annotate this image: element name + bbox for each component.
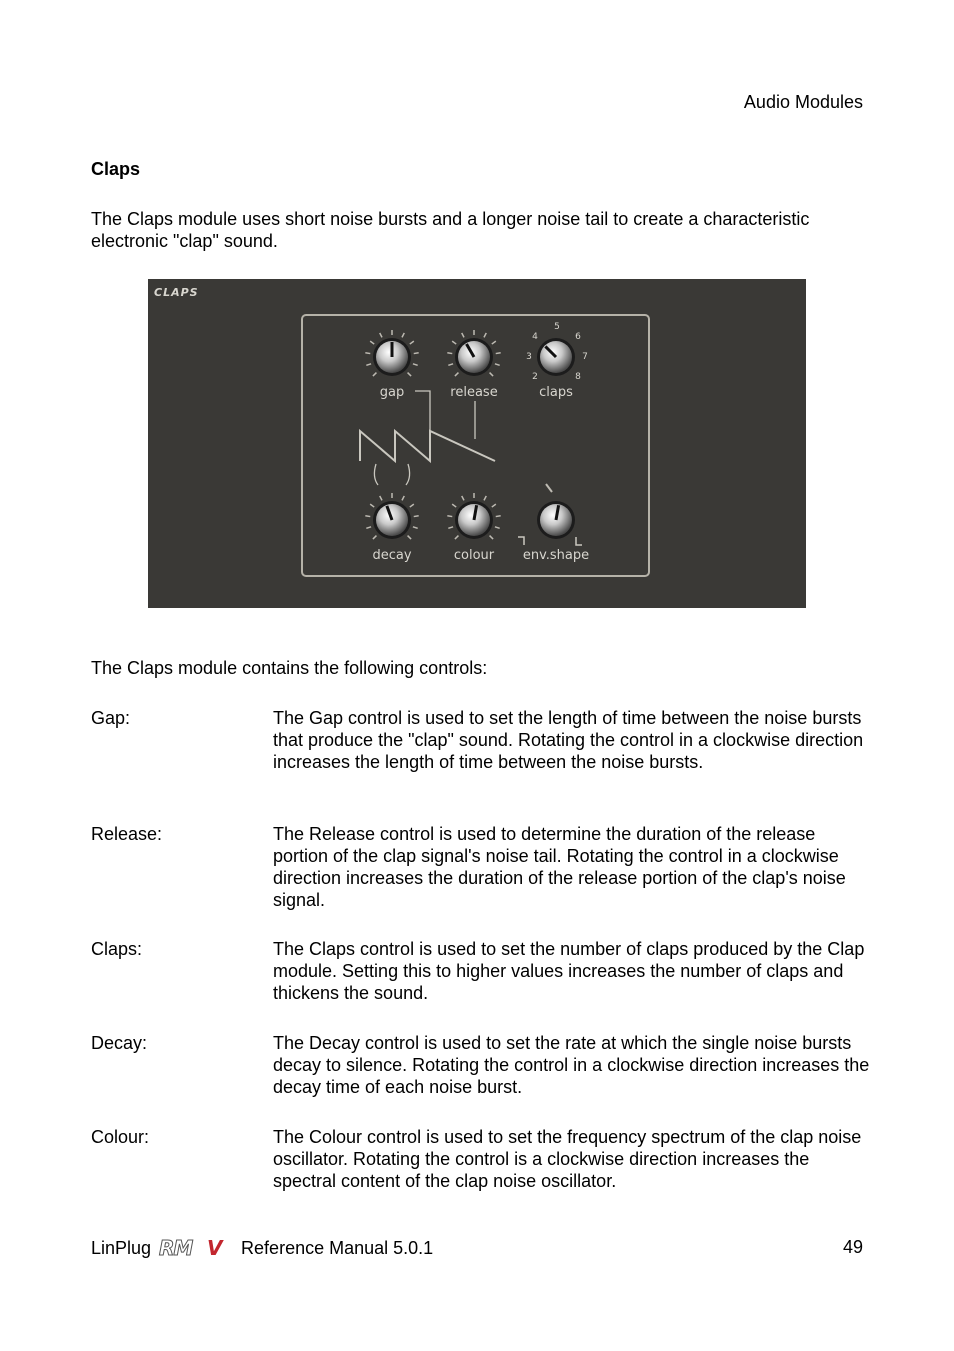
definition-desc: The Claps control is used to set the number of claps produced by the Clap module. Setting this to higher values increases the number of claps and thickens the sound. — [273, 939, 865, 1003]
section-title: Claps — [91, 159, 141, 179]
claps-scale-2: 2 — [532, 372, 538, 382]
claps-module-panel — [148, 279, 806, 608]
claps-knob[interactable] — [537, 338, 575, 376]
svg-text:RM: RM — [159, 1237, 193, 1259]
page-footer — [91, 1237, 863, 1261]
control-definition-release — [91, 823, 871, 913]
release-label: release — [450, 385, 498, 400]
definition-term: Claps: — [91, 939, 143, 959]
claps-label: claps — [539, 385, 573, 400]
claps-scale-5: 5 — [554, 322, 560, 332]
claps-scale-7: 7 — [582, 352, 588, 362]
gap-label: gap — [379, 385, 405, 400]
control-definition-colour — [91, 1126, 871, 1194]
module-name: CLAPS — [154, 286, 199, 299]
definition-desc: The Gap control is used to set the length of time between the noise bursts that produce the "clap" sound. Rotating the control in a clockwise direction increases the length of time between the noise bursts. — [273, 708, 864, 772]
page-number: 49 — [842, 1237, 863, 1257]
decay-label: decay — [372, 548, 412, 563]
intro-paragraph: The Claps module uses short noise bursts and a longer noise tail to create a characteristic electronic "clap" sound. — [91, 209, 810, 251]
control-definition-claps — [91, 938, 871, 1006]
env-shape-label: env.shape — [522, 548, 590, 563]
controls-intro: The Claps module contains the following controls: — [91, 658, 488, 678]
definition-term: Decay: — [91, 1033, 148, 1053]
claps-scale-8: 8 — [575, 372, 581, 382]
claps-scale-6: 6 — [575, 332, 581, 342]
definition-term: Release: — [91, 824, 163, 844]
footer-brand: LinPlug — [91, 1237, 152, 1258]
control-definition-decay — [91, 1032, 871, 1100]
svg-text:V: V — [207, 1237, 223, 1259]
footer-manual: Reference Manual 5.0.1 — [241, 1237, 434, 1258]
colour-label: colour — [453, 548, 495, 563]
claps-scale-3: 3 — [526, 352, 532, 362]
rmv-logo — [157, 1237, 235, 1259]
control-definition-gap — [91, 707, 871, 797]
definition-desc: The Colour control is used to set the frequency spectrum of the clap noise oscillator. Rotating the control is a clockwise direction increases the spectral content of the clap noise oscillator. — [273, 1127, 862, 1191]
running-header: Audio Modules — [743, 92, 863, 112]
definition-desc: The Decay control is used to set the rate at which the single noise bursts decay to silence. Rotating the control in a clockwise direction increases the decay time of each noise burst. — [273, 1033, 870, 1097]
definition-term: Colour: — [91, 1127, 150, 1147]
claps-scale-4: 4 — [532, 332, 538, 342]
definition-term: Gap: — [91, 708, 131, 728]
definition-desc: The Release control is used to determine the duration of the release portion of the clap signal's noise tail. Rotating the control in a clockwise direction increases the duration of the release portion of the clap's noise signal. — [273, 824, 846, 910]
